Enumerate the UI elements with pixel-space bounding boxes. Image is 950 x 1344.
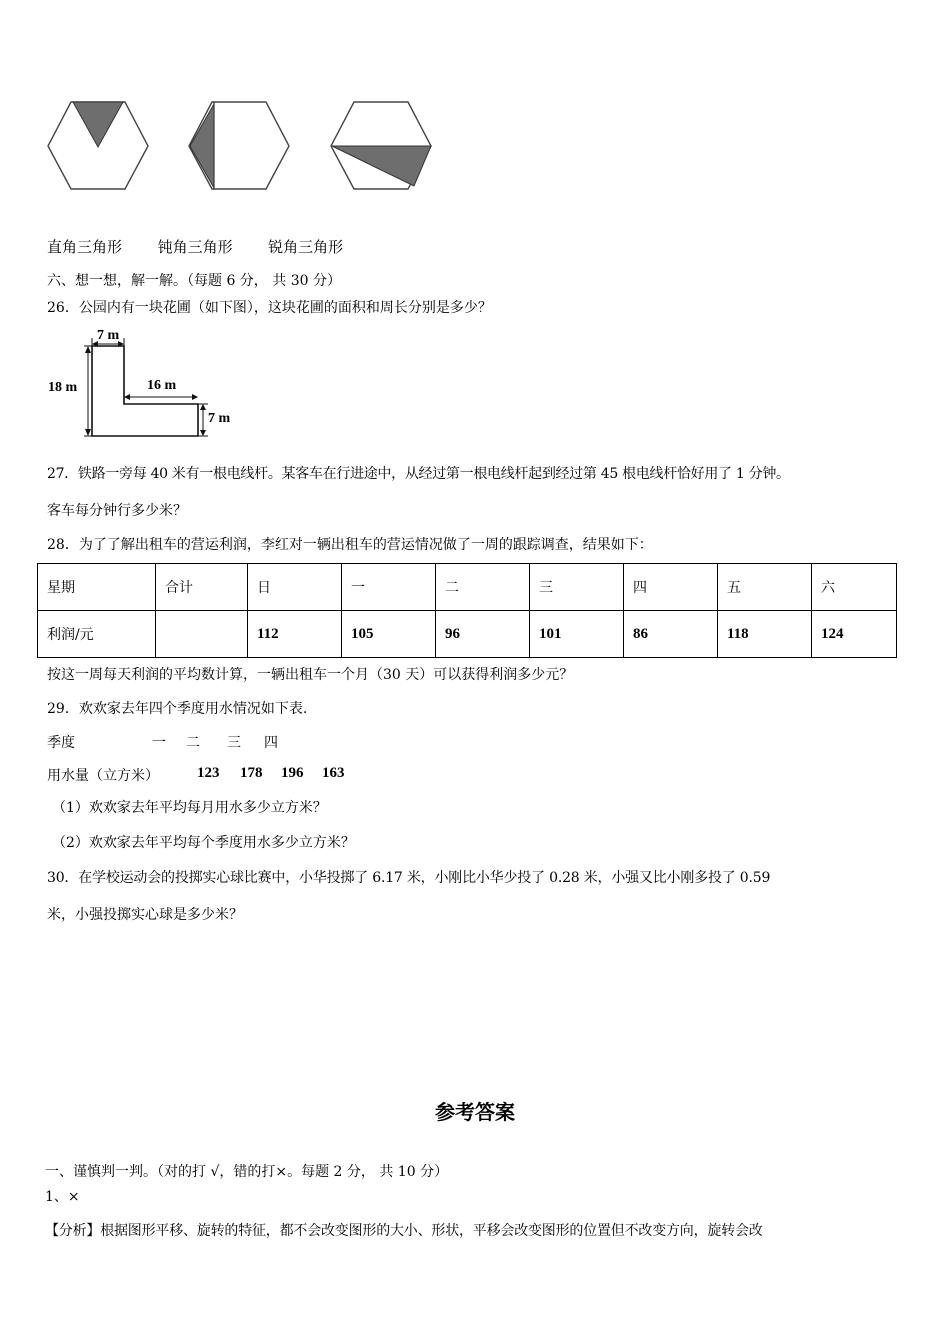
q29-season-3: 三 (227, 735, 241, 751)
q29-usage-4: 163 (322, 765, 345, 781)
header-cell: 四 (624, 564, 718, 611)
header-cell: 日 (248, 564, 342, 611)
q29-sub1: （1）欢欢家去年平均每月用水多少立方米？ (52, 800, 327, 816)
q29-season-1: 一 (152, 735, 166, 751)
q29-text: 29．欢欢家去年四个季度用水情况如下表. (47, 701, 308, 717)
q26-text: 26．公园内有一块花圃（如下图），这块花圃的面积和周长分别是多少？ (47, 300, 492, 316)
header-cell: 星期 (38, 564, 156, 611)
q29-sub2: （2）欢欢家去年平均每个季度用水多少立方米？ (52, 835, 355, 851)
dim-mid-label: 16 m (147, 378, 177, 393)
value-cell: 96 (436, 611, 530, 658)
hexagon-figure-2 (187, 100, 293, 192)
answers-section1: 一、谨慎判一判。（对的打 √，错的打×。每题 2 分， 共 10 分） (45, 1164, 449, 1180)
answers-item1: 1、× (45, 1189, 80, 1205)
value-cell: 124 (812, 611, 897, 658)
q27-line1: 27．铁路一旁每 40 米有一根电线杆。某客车在行进途中，从经过第一根电线杆起到经过第 45 根电线杆恰好用了 1 分钟。 (47, 466, 790, 482)
header-cell: 二 (436, 564, 530, 611)
value-cell: 118 (718, 611, 812, 658)
dim-top-label: 7 m (97, 328, 120, 343)
dim-right-label: 7 m (208, 411, 231, 426)
table-header-row (38, 564, 897, 611)
q29-usage-label: 用水量（立方米） (47, 768, 159, 784)
row-label-cell: 利润/元 (38, 611, 156, 658)
value-cell: 86 (624, 611, 718, 658)
hexagon-figure-1 (46, 100, 152, 192)
shaded-obtuse-triangle (190, 104, 214, 188)
hexagon-figure-3 (329, 100, 435, 192)
shaded-right-triangle (73, 102, 123, 147)
q29-season-label: 季度 (47, 735, 75, 751)
value-cell: 105 (342, 611, 436, 658)
q29-season-2: 二 (186, 735, 200, 751)
q27-line2: 客车每分钟行多少米？ (47, 503, 187, 519)
value-cell: 101 (530, 611, 624, 658)
value-cell: 112 (248, 611, 342, 658)
table-row (38, 611, 897, 658)
header-cell: 一 (342, 564, 436, 611)
answers-analysis: 【分析】根据图形平移、旋转的特征，都不会改变图形的大小、形状，平移会改变图形的位置但不改变方向，旋转会改 (45, 1223, 763, 1239)
header-cell: 五 (718, 564, 812, 611)
answer-title: 参考答案 (435, 1100, 515, 1124)
header-cell: 三 (530, 564, 624, 611)
label-right-triangle: 直角三角形 (47, 238, 123, 256)
profit-table (37, 563, 897, 658)
q28-text: 28．为了了解出租车的营运利润，李红对一辆出租车的营运情况做了一周的跟踪调查，结果如下： (47, 537, 653, 553)
total-cell (156, 611, 248, 658)
label-acute-triangle: 锐角三角形 (268, 238, 344, 256)
dim-left-label: 18 m (48, 380, 78, 395)
q29-season-4: 四 (264, 735, 278, 751)
header-cell: 六 (812, 564, 897, 611)
q29-usage-2: 178 (240, 765, 263, 781)
q28-question: 按这一周每天利润的平均数计算，一辆出租车一个月（30 天）可以获得利润多少元？ (47, 667, 574, 683)
q30-line2: 米，小强投掷实心球是多少米？ (47, 907, 243, 923)
shaded-acute-triangle (332, 146, 431, 186)
q30-line1: 30．在学校运动会的投掷实心球比赛中，小华投掷了 6.17 米，小刚比小华少投了 0.28 米，小强又比小刚多投了 0.59 (47, 870, 771, 886)
q29-usage-3: 196 (281, 765, 304, 781)
label-obtuse-triangle: 钝角三角形 (157, 238, 233, 256)
q29-usage-1: 123 (197, 765, 220, 781)
header-cell: 合计 (156, 564, 248, 611)
triangle-labels (47, 236, 343, 257)
section-6-heading: 六、想一想，解一解。（每题 6 分， 共 30 分） (47, 273, 341, 289)
